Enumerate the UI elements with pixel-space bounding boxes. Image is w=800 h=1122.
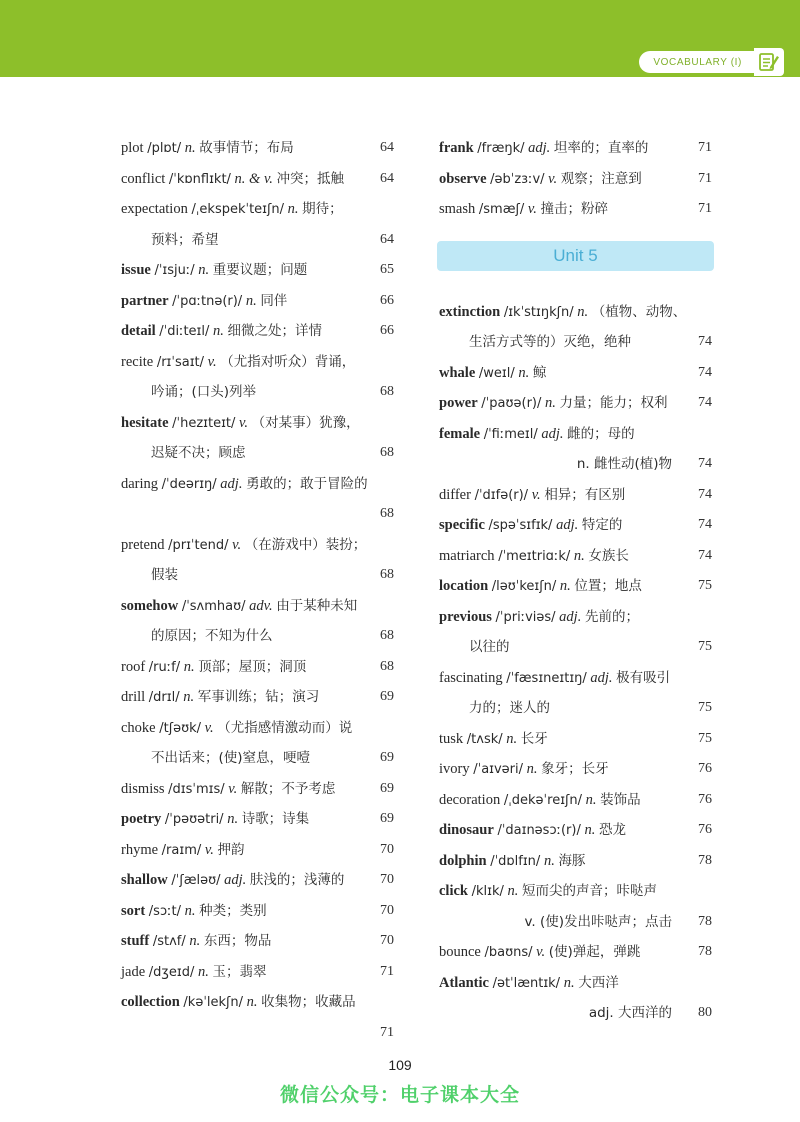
vocab-entry xyxy=(439,785,712,816)
vocab-entry xyxy=(439,449,712,480)
entry-meaning-continued: 吟诵；(口头)列举 xyxy=(151,384,257,400)
entry-page-number: 64 xyxy=(380,140,394,155)
vocab-entry xyxy=(121,987,394,1018)
entry-meaning: 细微之处；详情 xyxy=(227,323,323,339)
entry-page-number: 75 xyxy=(698,578,712,593)
entry-part-of-speech: n. xyxy=(246,994,258,1010)
entry-word: hesitate xyxy=(121,414,169,431)
entry-word: decoration xyxy=(439,791,501,808)
entry-phonetic: /ˈʃæləʊ/ xyxy=(171,873,221,888)
entry-part-of-speech: v. xyxy=(204,841,214,858)
vocab-entry xyxy=(121,957,394,988)
watermark: 微信公众号：电子课本大全 xyxy=(279,1084,520,1106)
entry-phonetic: /fræŋk/ xyxy=(477,141,525,156)
entry-meaning: 长牙 xyxy=(520,730,548,747)
entry-page-number: 68 xyxy=(380,384,394,399)
entry-meaning-continued: 迟疑不决；顾虑 xyxy=(151,445,246,461)
entry-word: dinosaur xyxy=(439,822,494,838)
entry-word: smash xyxy=(439,201,476,217)
entry-meaning: 顶部；屋顶；洞顶 xyxy=(198,658,307,675)
entry-phonetic: /ˈaɪvəri/ xyxy=(473,762,524,777)
entry-phonetic: /rɪˈsaɪt/ xyxy=(156,354,205,370)
entry-phonetic: /ˈdaɪnəsɔː(r)/ xyxy=(497,823,581,838)
vocab-entry xyxy=(121,896,394,927)
entry-meaning: 先前的； xyxy=(584,608,639,625)
entry-meaning: 特定的 xyxy=(581,517,623,533)
entry-meaning: (使)弹起，弹跳 xyxy=(548,944,641,960)
vocab-entry xyxy=(121,255,394,286)
entry-part-of-speech: n. xyxy=(245,292,257,309)
vocab-entry xyxy=(121,133,394,164)
vocab-entry xyxy=(439,419,712,450)
entry-page-number: 76 xyxy=(698,791,712,807)
entry-page-number: 76 xyxy=(698,822,712,837)
entry-phonetic: /ˈkɒnflɪkt/ xyxy=(168,171,231,187)
entry-meaning: 军事训练；钻；演习 xyxy=(197,689,320,705)
entry-page-number: 68 xyxy=(380,445,394,460)
vocab-entry xyxy=(121,286,394,317)
entry-part-of-speech: v. xyxy=(232,536,242,553)
entry-meaning: （尤指感情激动而）说 xyxy=(217,719,353,736)
entry-phonetic: /dɪsˈmɪs/ xyxy=(168,781,225,797)
vocab-entry xyxy=(439,297,712,328)
entry-page-number: 70 xyxy=(380,933,394,948)
vocab-entry xyxy=(121,408,394,439)
entry-meaning: 由于某种未知 xyxy=(276,597,358,614)
entry-part-of-speech: n. xyxy=(518,364,530,381)
entry-part-of-speech: n. xyxy=(198,262,210,278)
vocab-entry xyxy=(439,998,712,1029)
entry-page-number: 71 xyxy=(698,140,712,155)
entry-part-of-speech: n. xyxy=(543,852,555,869)
entry-meaning: 东西；物品 xyxy=(203,933,272,949)
vocab-entry xyxy=(121,316,394,347)
entry-phonetic: /ɪkˈstɪŋkʃn/ xyxy=(503,304,574,320)
vocab-entry xyxy=(439,541,712,572)
entry-word: previous xyxy=(439,608,492,625)
entry-page-number: 76 xyxy=(698,761,712,776)
vocab-entry xyxy=(121,713,394,744)
entry-word: location xyxy=(439,578,489,594)
entry-phonetic: /ˈpəʊətri/ xyxy=(164,812,224,827)
entry-meaning: 雌的；母的 xyxy=(567,425,635,442)
entry-part-of-speech: n. xyxy=(526,761,538,777)
entry-part-of-speech: n. xyxy=(183,658,195,675)
entry-word: roof xyxy=(121,658,146,675)
entry-word: shallow xyxy=(121,872,168,888)
entry-phonetic: /weɪl/ xyxy=(478,365,515,381)
entry-part-of-speech: v. xyxy=(531,486,541,503)
entry-meaning: 观察；注意到 xyxy=(560,170,642,187)
entry-phonetic: /ˌekspekˈteɪʃn/ xyxy=(191,202,284,217)
vocab-entry xyxy=(121,469,394,500)
entry-word: female xyxy=(439,425,481,442)
entry-word: drill xyxy=(121,689,146,705)
entry-meaning: （尤指对听众）背诵， xyxy=(220,353,356,370)
vocab-entry xyxy=(439,846,712,877)
vocab-entry xyxy=(439,358,712,389)
entry-page-number: 74 xyxy=(698,547,712,563)
entry-part-of-speech: v. xyxy=(527,201,537,217)
entry-part-of-speech: adj. xyxy=(541,425,564,442)
entry-page-number: 71 xyxy=(698,201,712,216)
entry-meaning-continued: 预料；希望 xyxy=(151,231,219,248)
entry-meaning: 冲突；抵触 xyxy=(276,170,345,187)
entry-page-number: 74 xyxy=(698,456,712,471)
entry-meaning: 重要议题；问题 xyxy=(212,262,308,278)
entry-word: frank xyxy=(439,140,474,156)
entry-word: issue xyxy=(121,262,151,278)
vocab-entry xyxy=(121,225,394,256)
entry-part-of-speech: n. xyxy=(573,547,585,564)
entry-part-of-speech: adv. xyxy=(249,597,273,614)
entry-phonetic: /stʌf/ xyxy=(152,934,186,949)
entry-part-of-speech: n. xyxy=(577,303,589,320)
entry-part-of-speech: n. xyxy=(227,811,239,827)
entry-phonetic: /ˈdiːteɪl/ xyxy=(159,324,210,339)
entry-meaning: 解散；不予考虑 xyxy=(240,780,336,797)
entry-word: somehow xyxy=(121,597,179,614)
vocab-entry xyxy=(121,743,394,774)
entry-meaning-continued: 不出话来；(使)窒息，哽噎 xyxy=(151,750,311,766)
entry-page-number: 74 xyxy=(698,486,712,502)
entry-page-number: 78 xyxy=(698,913,712,929)
entry-page-number: 75 xyxy=(698,639,712,654)
vocab-entry xyxy=(121,377,394,408)
entry-meaning: 大西洋 xyxy=(578,974,619,991)
entry-word: pretend xyxy=(121,536,165,553)
entry-word: tusk xyxy=(439,730,464,747)
entry-meaning: 恐龙 xyxy=(598,822,626,838)
entry-phonetic: /əbˈzɜːv/ xyxy=(490,171,545,187)
entry-page-number: 69 xyxy=(380,689,394,704)
entry-word: plot xyxy=(121,140,144,156)
entry-phonetic: /drɪl/ xyxy=(148,690,180,705)
entry-part-of-speech: v. xyxy=(204,719,214,736)
entry-page-number: 75 xyxy=(698,700,712,715)
entry-page-number: 80 xyxy=(698,1005,712,1020)
entry-word: fascinating xyxy=(439,669,503,686)
entry-phonetic: /sɔːt/ xyxy=(148,903,181,919)
entry-part-of-speech: n. xyxy=(287,201,299,217)
vocab-entry xyxy=(121,164,394,195)
entry-word: collection xyxy=(121,994,180,1010)
vocab-entry xyxy=(439,388,712,419)
vocab-entry xyxy=(439,693,712,724)
entry-word: power xyxy=(439,395,478,411)
entry-phonetic: /ruːf/ xyxy=(148,659,181,675)
vocab-entry xyxy=(121,194,394,225)
section-badge xyxy=(639,48,784,76)
entry-meaning: （对某事）犹豫， xyxy=(251,414,360,431)
entry-page-number: 69 xyxy=(380,780,394,796)
entry-word: matriarch xyxy=(439,547,495,564)
entry-meaning-continued: 的原因；不知为什么 xyxy=(151,628,273,644)
entry-meaning: 短而尖的声音；咔哒声 xyxy=(522,883,658,899)
entry-meaning: 女族长 xyxy=(588,547,629,564)
entry-meaning: 同伴 xyxy=(260,292,288,309)
entry-meaning: 力量；能力；权利 xyxy=(559,395,668,411)
vocab-entry xyxy=(439,327,712,358)
vocab-entry xyxy=(121,438,394,469)
entry-meaning-continued: n. 雌性动(植)物 xyxy=(576,456,672,472)
vocab-entry xyxy=(121,835,394,866)
vocab-entry xyxy=(121,682,394,713)
vocab-entry xyxy=(121,591,394,622)
entry-phonetic: /smæʃ/ xyxy=(478,202,525,217)
section-label: VOCABULARY (I) xyxy=(639,51,754,73)
vocab-entry xyxy=(121,560,394,591)
entry-word: specific xyxy=(439,517,485,533)
entry-part-of-speech: n. xyxy=(559,578,571,594)
entry-word: jade xyxy=(121,963,146,980)
entry-word: extinction xyxy=(439,303,501,320)
entry-page-number: 71 xyxy=(380,1024,394,1040)
entry-part-of-speech: n. xyxy=(585,791,597,808)
entry-word: whale xyxy=(439,364,476,381)
entry-part-of-speech: v. xyxy=(207,353,217,370)
entry-part-of-speech: adj. xyxy=(559,608,582,625)
entry-word: dismiss xyxy=(121,780,165,797)
entry-meaning: 故事情节；布局 xyxy=(199,140,294,156)
entry-phonetic: /spəˈsɪfɪk/ xyxy=(488,518,553,533)
entry-page-number: 68 xyxy=(380,658,394,674)
entry-word: bounce xyxy=(439,944,481,960)
vocab-entry xyxy=(439,815,712,846)
vocab-entry xyxy=(439,937,712,968)
entry-meaning-continued: 以往的 xyxy=(469,639,510,655)
vocab-entry xyxy=(121,499,394,530)
vocab-entry xyxy=(439,480,712,511)
entry-meaning-continued: 力的；迷人的 xyxy=(469,700,550,716)
entry-page-number: 78 xyxy=(698,852,712,868)
entry-word: ivory xyxy=(439,761,470,777)
entry-meaning: 相异；有区别 xyxy=(544,486,626,503)
entry-phonetic: /raɪm/ xyxy=(161,842,202,858)
vocab-entry xyxy=(439,571,712,602)
entry-phonetic: /ˈhezɪteɪt/ xyxy=(172,415,236,431)
vocab-entry xyxy=(439,194,712,225)
entry-page-number: 70 xyxy=(380,902,394,918)
entry-word: sort xyxy=(121,902,146,919)
vocab-entry xyxy=(439,876,712,907)
entry-part-of-speech: n. xyxy=(563,974,575,991)
entry-part-of-speech: adj. xyxy=(556,517,579,533)
entry-phonetic: /ˈsʌmhaʊ/ xyxy=(181,598,246,614)
entry-word: stuff xyxy=(121,933,150,949)
entry-part-of-speech: n. xyxy=(545,395,556,411)
entry-page-number: 74 xyxy=(698,364,712,380)
entry-page-number: 70 xyxy=(380,841,394,857)
entry-meaning: 押韵 xyxy=(217,841,245,858)
vocab-entry xyxy=(121,926,394,957)
entry-part-of-speech: n. xyxy=(184,140,196,156)
vocab-entry xyxy=(121,621,394,652)
entry-meaning: 收集物；收藏品 xyxy=(261,994,356,1010)
entry-phonetic: /prɪˈtend/ xyxy=(168,537,229,553)
entry-word: detail xyxy=(121,323,156,339)
entry-part-of-speech: adj. xyxy=(528,140,551,156)
entry-phonetic: /ˌdekəˈreɪʃn/ xyxy=(503,792,583,808)
entry-word: recite xyxy=(121,353,154,370)
entry-page-number: 64 xyxy=(380,231,394,247)
entry-part-of-speech: adj. xyxy=(590,669,613,686)
entry-phonetic: /ˈfiːmeɪl/ xyxy=(483,426,538,442)
entry-part-of-speech: n. xyxy=(507,883,519,899)
entry-page-number: 74 xyxy=(698,395,712,410)
entry-phonetic: /ətˈlæntɪk/ xyxy=(492,975,561,991)
entry-part-of-speech: v. xyxy=(239,414,249,431)
vocab-entry xyxy=(121,347,394,378)
entry-phonetic: /ˈpriːviəs/ xyxy=(495,609,556,625)
entry-part-of-speech: v. xyxy=(536,944,546,960)
vocab-entry xyxy=(121,652,394,683)
entry-page-number: 66 xyxy=(380,292,394,308)
entry-word: partner xyxy=(121,292,169,309)
entry-phonetic: /tʃəʊk/ xyxy=(159,720,202,736)
entry-page-number: 68 xyxy=(380,506,394,521)
page-number: 109 xyxy=(388,1057,412,1073)
entry-meaning: 海豚 xyxy=(558,852,586,869)
entry-phonetic: /ˈdeərɪŋ/ xyxy=(161,476,217,492)
entry-meaning: 象牙；长牙 xyxy=(541,761,609,777)
entry-page-number: 68 xyxy=(380,628,394,643)
entry-meaning: 装饰品 xyxy=(600,791,641,808)
entry-phonetic: /klɪk/ xyxy=(471,884,504,899)
entry-page-number: 71 xyxy=(698,170,712,186)
entry-page-number: 70 xyxy=(380,872,394,887)
vocab-entry xyxy=(439,164,712,195)
entry-word: differ xyxy=(439,486,471,503)
entry-part-of-speech: n. xyxy=(506,730,518,747)
entry-part-of-speech: n. xyxy=(213,323,224,339)
vocab-entry xyxy=(121,1018,394,1049)
entry-word: choke xyxy=(121,719,156,736)
entry-part-of-speech: v. xyxy=(548,170,558,187)
entry-phonetic: /baʊns/ xyxy=(484,945,533,960)
entry-word: poetry xyxy=(121,811,162,827)
entry-meaning: 极有吸引 xyxy=(616,669,671,686)
entry-part-of-speech: adj. xyxy=(220,475,243,492)
unit-heading: Unit 5 xyxy=(437,241,714,271)
vocabulary-column-left xyxy=(121,133,394,1048)
entry-phonetic: /ləʊˈkeɪʃn/ xyxy=(491,579,557,594)
entry-meaning: （植物、动物、 xyxy=(591,303,687,320)
entry-phonetic: /ˈdɒlfɪn/ xyxy=(490,853,541,869)
entry-part-of-speech: n. xyxy=(584,822,596,838)
vocab-entry xyxy=(121,865,394,896)
entry-word: dolphin xyxy=(439,852,487,869)
entry-page-number: 78 xyxy=(698,944,712,959)
vocab-entry xyxy=(439,724,712,755)
entry-word: expectation xyxy=(121,201,188,217)
vocab-entry xyxy=(439,602,712,633)
entry-word: observe xyxy=(439,170,487,187)
entry-meaning: 鲸 xyxy=(532,364,547,381)
vocab-entry xyxy=(439,907,712,938)
entry-meaning: 位置；地点 xyxy=(574,578,642,594)
entry-page-number: 65 xyxy=(380,262,394,277)
entry-phonetic: /ˈpɑːtnə(r)/ xyxy=(172,293,243,309)
entry-phonetic: /dʒeɪd/ xyxy=(148,964,195,980)
entry-part-of-speech: v. xyxy=(228,780,238,797)
entry-page-number: 68 xyxy=(380,567,394,582)
vocab-entry xyxy=(121,804,394,835)
entry-phonetic: /kəˈlekʃn/ xyxy=(183,995,244,1010)
entry-phonetic: /ˈɪsjuː/ xyxy=(154,263,195,278)
vocab-entry xyxy=(121,774,394,805)
vocab-entry xyxy=(439,133,712,164)
vocab-entry xyxy=(439,754,712,785)
entry-page-number: 69 xyxy=(380,750,394,765)
vocab-entry xyxy=(121,530,394,561)
entry-page-number: 71 xyxy=(380,963,394,979)
entry-meaning: 勇敢的；敢于冒险的 xyxy=(246,475,368,492)
entry-meaning: 玉；翡翠 xyxy=(212,963,267,980)
entry-word: click xyxy=(439,883,468,899)
entry-part-of-speech: adj. xyxy=(224,872,247,888)
entry-page-number: 64 xyxy=(380,170,394,186)
entry-part-of-speech: n. xyxy=(198,963,209,980)
entry-phonetic: /ˈmeɪtriɑːk/ xyxy=(498,548,571,564)
entry-meaning-continued: 假装 xyxy=(151,567,178,583)
entry-word: Atlantic xyxy=(439,974,489,991)
entry-phonetic: /ˈfæsɪneɪtɪŋ/ xyxy=(506,670,587,686)
entry-meaning: 期待； xyxy=(302,201,343,217)
entry-meaning-continued: adj. 大西洋的 xyxy=(588,1005,672,1021)
entry-meaning-continued: v. (使)发出咔哒声；点击 xyxy=(524,913,672,930)
entry-word: rhyme xyxy=(121,841,159,858)
entry-meaning: 坦率的；直率的 xyxy=(553,140,649,156)
entry-meaning-continued: 生活方式等的）灭绝，绝种 xyxy=(469,334,631,350)
entry-part-of-speech: n. & v. xyxy=(234,170,273,187)
entry-phonetic: /ˈpaʊə(r)/ xyxy=(481,396,542,411)
entry-phonetic: /ˈdɪfə(r)/ xyxy=(474,487,529,503)
vocab-entry xyxy=(439,632,712,663)
vocab-entry xyxy=(439,510,712,541)
entry-page-number: 75 xyxy=(698,730,712,746)
entry-meaning: 撞击；粉碎 xyxy=(540,201,608,217)
entry-page-number: 74 xyxy=(698,334,712,349)
entry-phonetic: /tʌsk/ xyxy=(466,731,503,747)
entry-meaning: （在游戏中）装扮； xyxy=(244,536,367,553)
entry-page-number: 69 xyxy=(380,811,394,826)
entry-part-of-speech: n. xyxy=(184,902,196,919)
entry-meaning: 肤浅的；浅薄的 xyxy=(249,872,345,888)
entry-word: daring xyxy=(121,475,159,492)
vocab-entry xyxy=(439,663,712,694)
entry-page-number: 66 xyxy=(380,323,394,338)
vocab-entry xyxy=(439,968,712,999)
entry-meaning: 种类；类别 xyxy=(199,902,267,919)
entry-part-of-speech: n. xyxy=(189,933,201,949)
entry-meaning: 诗歌；诗集 xyxy=(241,811,310,827)
entry-page-number: 74 xyxy=(698,517,712,532)
entry-part-of-speech: n. xyxy=(183,689,195,705)
vocabulary-column-right xyxy=(439,133,712,1029)
entry-phonetic: /plɒt/ xyxy=(147,141,182,156)
notebook-pencil-icon xyxy=(754,48,784,76)
entry-word: conflict xyxy=(121,170,166,187)
